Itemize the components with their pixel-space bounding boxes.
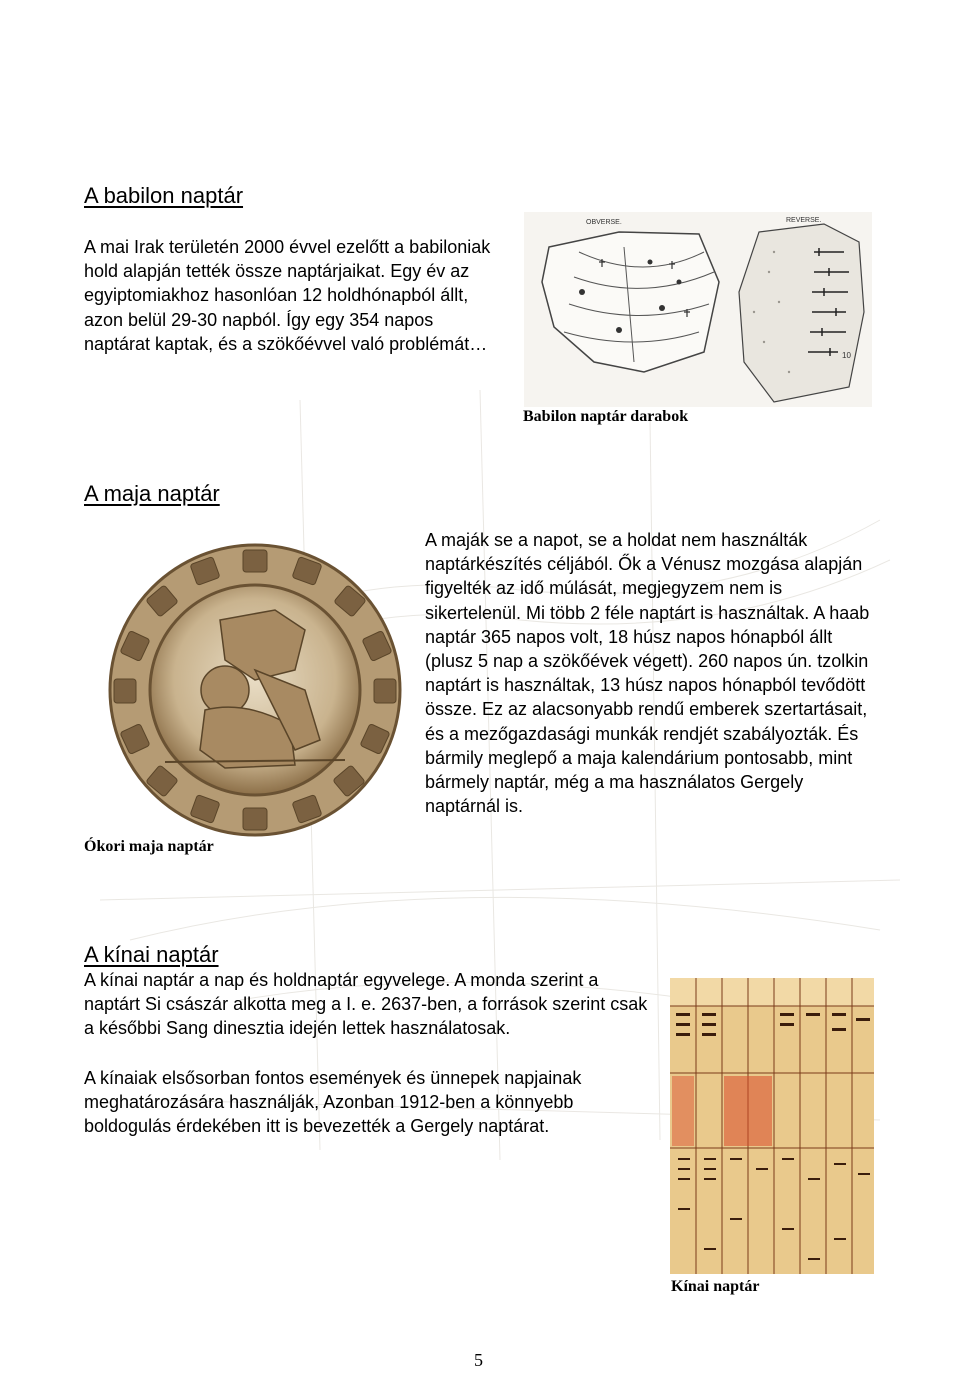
chinese-text-1: A kínai naptár a nap és holdnaptár egyvelege. A monda szerint a naptárt Si császár alkotta meg a I. e. 2637-ben, a források szerint csak a későbbi Sang dinesztia idején lettek használatosak.	[84, 970, 648, 1039]
chinese-caption: Kínai naptár	[671, 1278, 760, 1295]
babylon-caption: Babilon naptár darabok	[523, 408, 689, 425]
obverse-label: OBVERSE.	[586, 219, 622, 226]
chinese-calendar-image	[670, 978, 874, 1274]
maya-heading: A maja naptár	[84, 481, 220, 506]
page-number: 5	[474, 1350, 483, 1370]
babylon-tablet-image	[524, 212, 872, 407]
maya-caption: Ókori maja naptár	[84, 838, 214, 855]
babylon-text: A mai Irak területén 2000 évvel ezelőtt a babiloniak hold alapján tették össze naptárjaikat. Egy év az egyiptomiakhoz hasonlóan 12 holdhónapból állt, azon belül 29-30 napból. Így egy 354 napos naptárat kaptak, és a szökőévvel való problémát…	[84, 237, 491, 354]
reverse-label: REVERSE.	[786, 217, 822, 224]
chinese-text-2: A kínaiak elsősorban fontos események és ünnepek napjainak meghatározására használják, Azonban 1912-ben a könnyebb boldogulás érdekében itt is bevezették a Gergely naptárat.	[84, 1068, 582, 1137]
tablet-number-label: 10	[842, 351, 851, 360]
maya-calendar-image	[105, 540, 405, 840]
maya-text: A maják se a napot, se a holdat nem használták naptárkészítés céljából. Ők a Vénusz mozgása alapján figyelték az idő múlását, megjegyzem nem is sikertelenül. Mi több 2 féle naptárt is használtak. A haab naptár 365 napos volt, 18 húsz napos hónapból állt (plusz 5 nap a szökőévek végett). 260 napos ún. tzolkin naptárt is használtak, 13 húsz napos hónapból tevődött össze. Ez az alacsonyabb rendű emberek szertartásait, és a mezőgazdasági munkák rendjét szabályozták. És bármily meglepő a maja kalendárium pontosabb, mint bármely naptár, még a ma használatos Gergely naptárnál is.	[425, 530, 870, 817]
babylon-heading: A babilon naptár	[84, 183, 244, 208]
chinese-heading: A kínai naptár	[84, 942, 219, 967]
